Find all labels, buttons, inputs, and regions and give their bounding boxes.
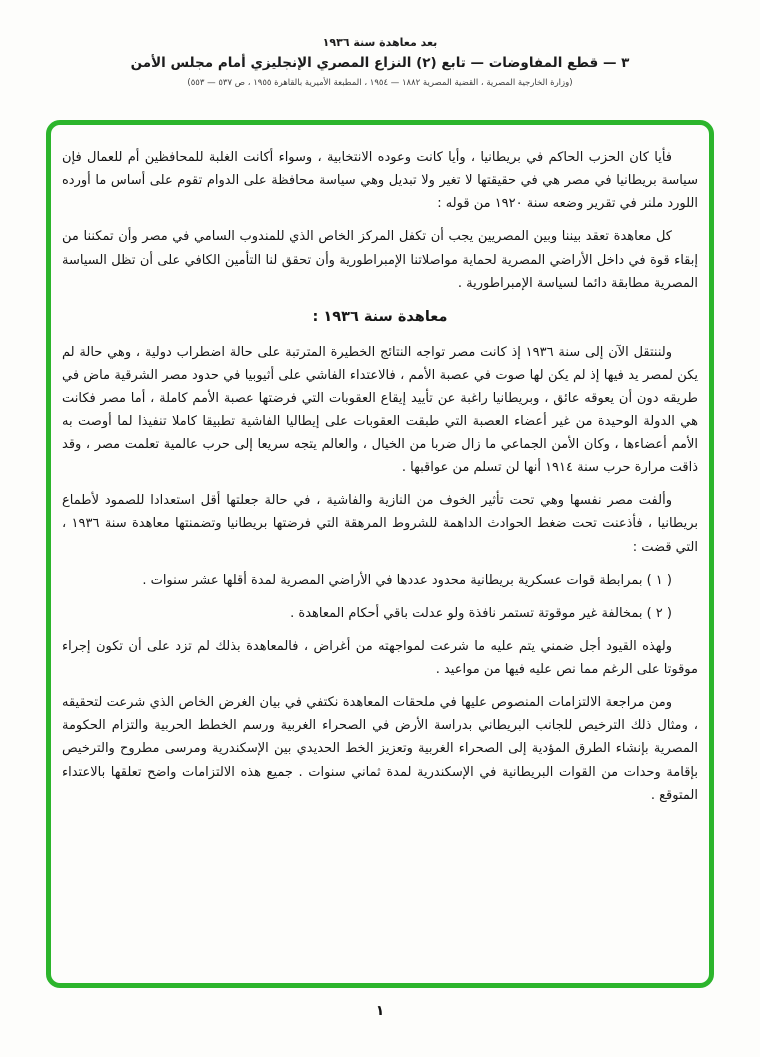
paragraph-intro: فأيا كان الحزب الحاكم في بريطانيا ، وأيا كانت وعوده الانتخابية ، وسواء أكانت الغلبة للمحافظين أم للعمال فإن سياسة بريطانيا في مصر هي في حقيقتها لا تغير ولا تبديل وهي سياسة محافظة على الدوام تقوم على أساس ما أورده اللورد ملنر في تقرير وضعه سنة ١٩٢٠ من قوله : xyxy=(62,150,698,212)
paragraph-pressure: وألفت مصر نفسها وهي تحت تأثير الخوف من النازية والفاشية ، في حالة جعلتها أقل استعدادا للصمود لأطماع بريطانيا ، فأذعنت تحت ضغط الحوادث الداهمة للشروط المرهقة التي فرضتها بريطانيا وتضمنتها معاهدة سنة ١٩٣٦ ، التي قضت : xyxy=(62,493,699,555)
document-body xyxy=(62,146,698,817)
paragraph-context-1936: ولننتقل الآن إلى سنة ١٩٣٦ إذ كانت مصر تواجه النتائج الخطيرة المترتبة على حالة اضطراب دولية ، وهي حالة لم يكن لمصر يد فيها إذ لم يكن لها صوت في عصبة الأمم ، فالاعتداء الفاشي على أثيوبيا في حدود مصر الشرقية ماض في طريقه دون أن يعوقه عائق ، وبريطانيا راغبة عن تأييد إيقاع العقوبات التي فرضتها عصبة الأمم كاملة ، أما مصر فكانت هي الدولة الوحيدة من غير أعضاء العصبة التي طبقت العقوبات على إيطاليا الفاشية تطبيقا كاملا تنفيذا لما أوصت به الأمم أعضاءها ، وكان الأمن الجماعي ما زال ضربا من الخيال ، والعالم يتجه سريعا إلى حرب عالمية تعلمت مصر ، وقد ذاقت مرارة حرب سنة ١٩١٤ أنها لن تسلم من عواقبها . xyxy=(62,344,698,476)
paragraph-milner-quote: كل معاهدة تعقد بيننا وبين المصريين يجب أن تكفل المركز الخاص الذي للمندوب السامي في مصر وأن تمكننا من إبقاء قوة في داخل الأراضي المصرية لحماية مواصلاتنا الإمبراطورية وأن تحقق لنا التأمين الكافي على أن تظل السياسة المصرية مطابقة دائما لسياسة الإمبراطورية . xyxy=(62,229,698,291)
header-section-title: ٣ — قطع المفاوضات — تابع (٢) النزاع المصري الإنجليزي أمام مجلس الأمن xyxy=(130,55,630,71)
treaty-condition-2: ( ٢ ) بمخالفة غير موقوتة تستمر نافذة ولو عدلت باقي أحكام المعاهدة . xyxy=(290,605,672,621)
treaty-condition-1: ( ١ ) بمرابطة قوات عسكرية بريطانية محدود عددها في الأراضي المصرية لمدة أقلها عشر سنوات . xyxy=(142,572,672,588)
header-running-title: بعد معاهدة سنة ١٩٣٦ xyxy=(322,36,438,49)
header-source-citation: (وزارة الخارجية المصرية ، القضية المصرية ١٨٨٢ — ١٩٥٤ ، المطبعة الأميرية بالقاهرة ١٩٥٥ ، ص ٥٣٧ — ٥٥٣) xyxy=(187,78,573,88)
paragraph-implicit-term: ولهذه القيود أجل ضمني يتم عليه ما شرعت لمواجهته من أغراض ، فالمعاهدة بذلك لم تزد على أن تكون إجراء موقوتا على الرغم مما نص عليه فيها من مواعيد . xyxy=(62,638,698,678)
section-heading-treaty-1936: معاهدة سنة ١٩٣٦ : xyxy=(312,308,448,325)
page-header xyxy=(0,36,760,88)
paragraph-obligations: ومن مراجعة الالتزامات المنصوص عليها في ملحقات المعاهدة نكتفي في بيان الغرض الخاص الذي شرعت لتحقيقه ، ومثال ذلك الترخيص للجانب البريطاني بدراسة الأرض في الصحراء الغربية ورسم الخطط الحربية والتزام الحكومة المصرية بإنشاء الطرق المؤدية إلى الصحراء الغربية وتعزيز الخط الحديدي بين الإسكندرية ومرسى مطروح والترخيص بإقامة وحدات من القوات البريطانية في الإسكندرية لمدة ثماني سنوات . جميع هذه الالتزامات واضح تعلقها بالاعتداء المتوقع . xyxy=(62,695,698,803)
page-number: ١ xyxy=(375,1003,385,1019)
